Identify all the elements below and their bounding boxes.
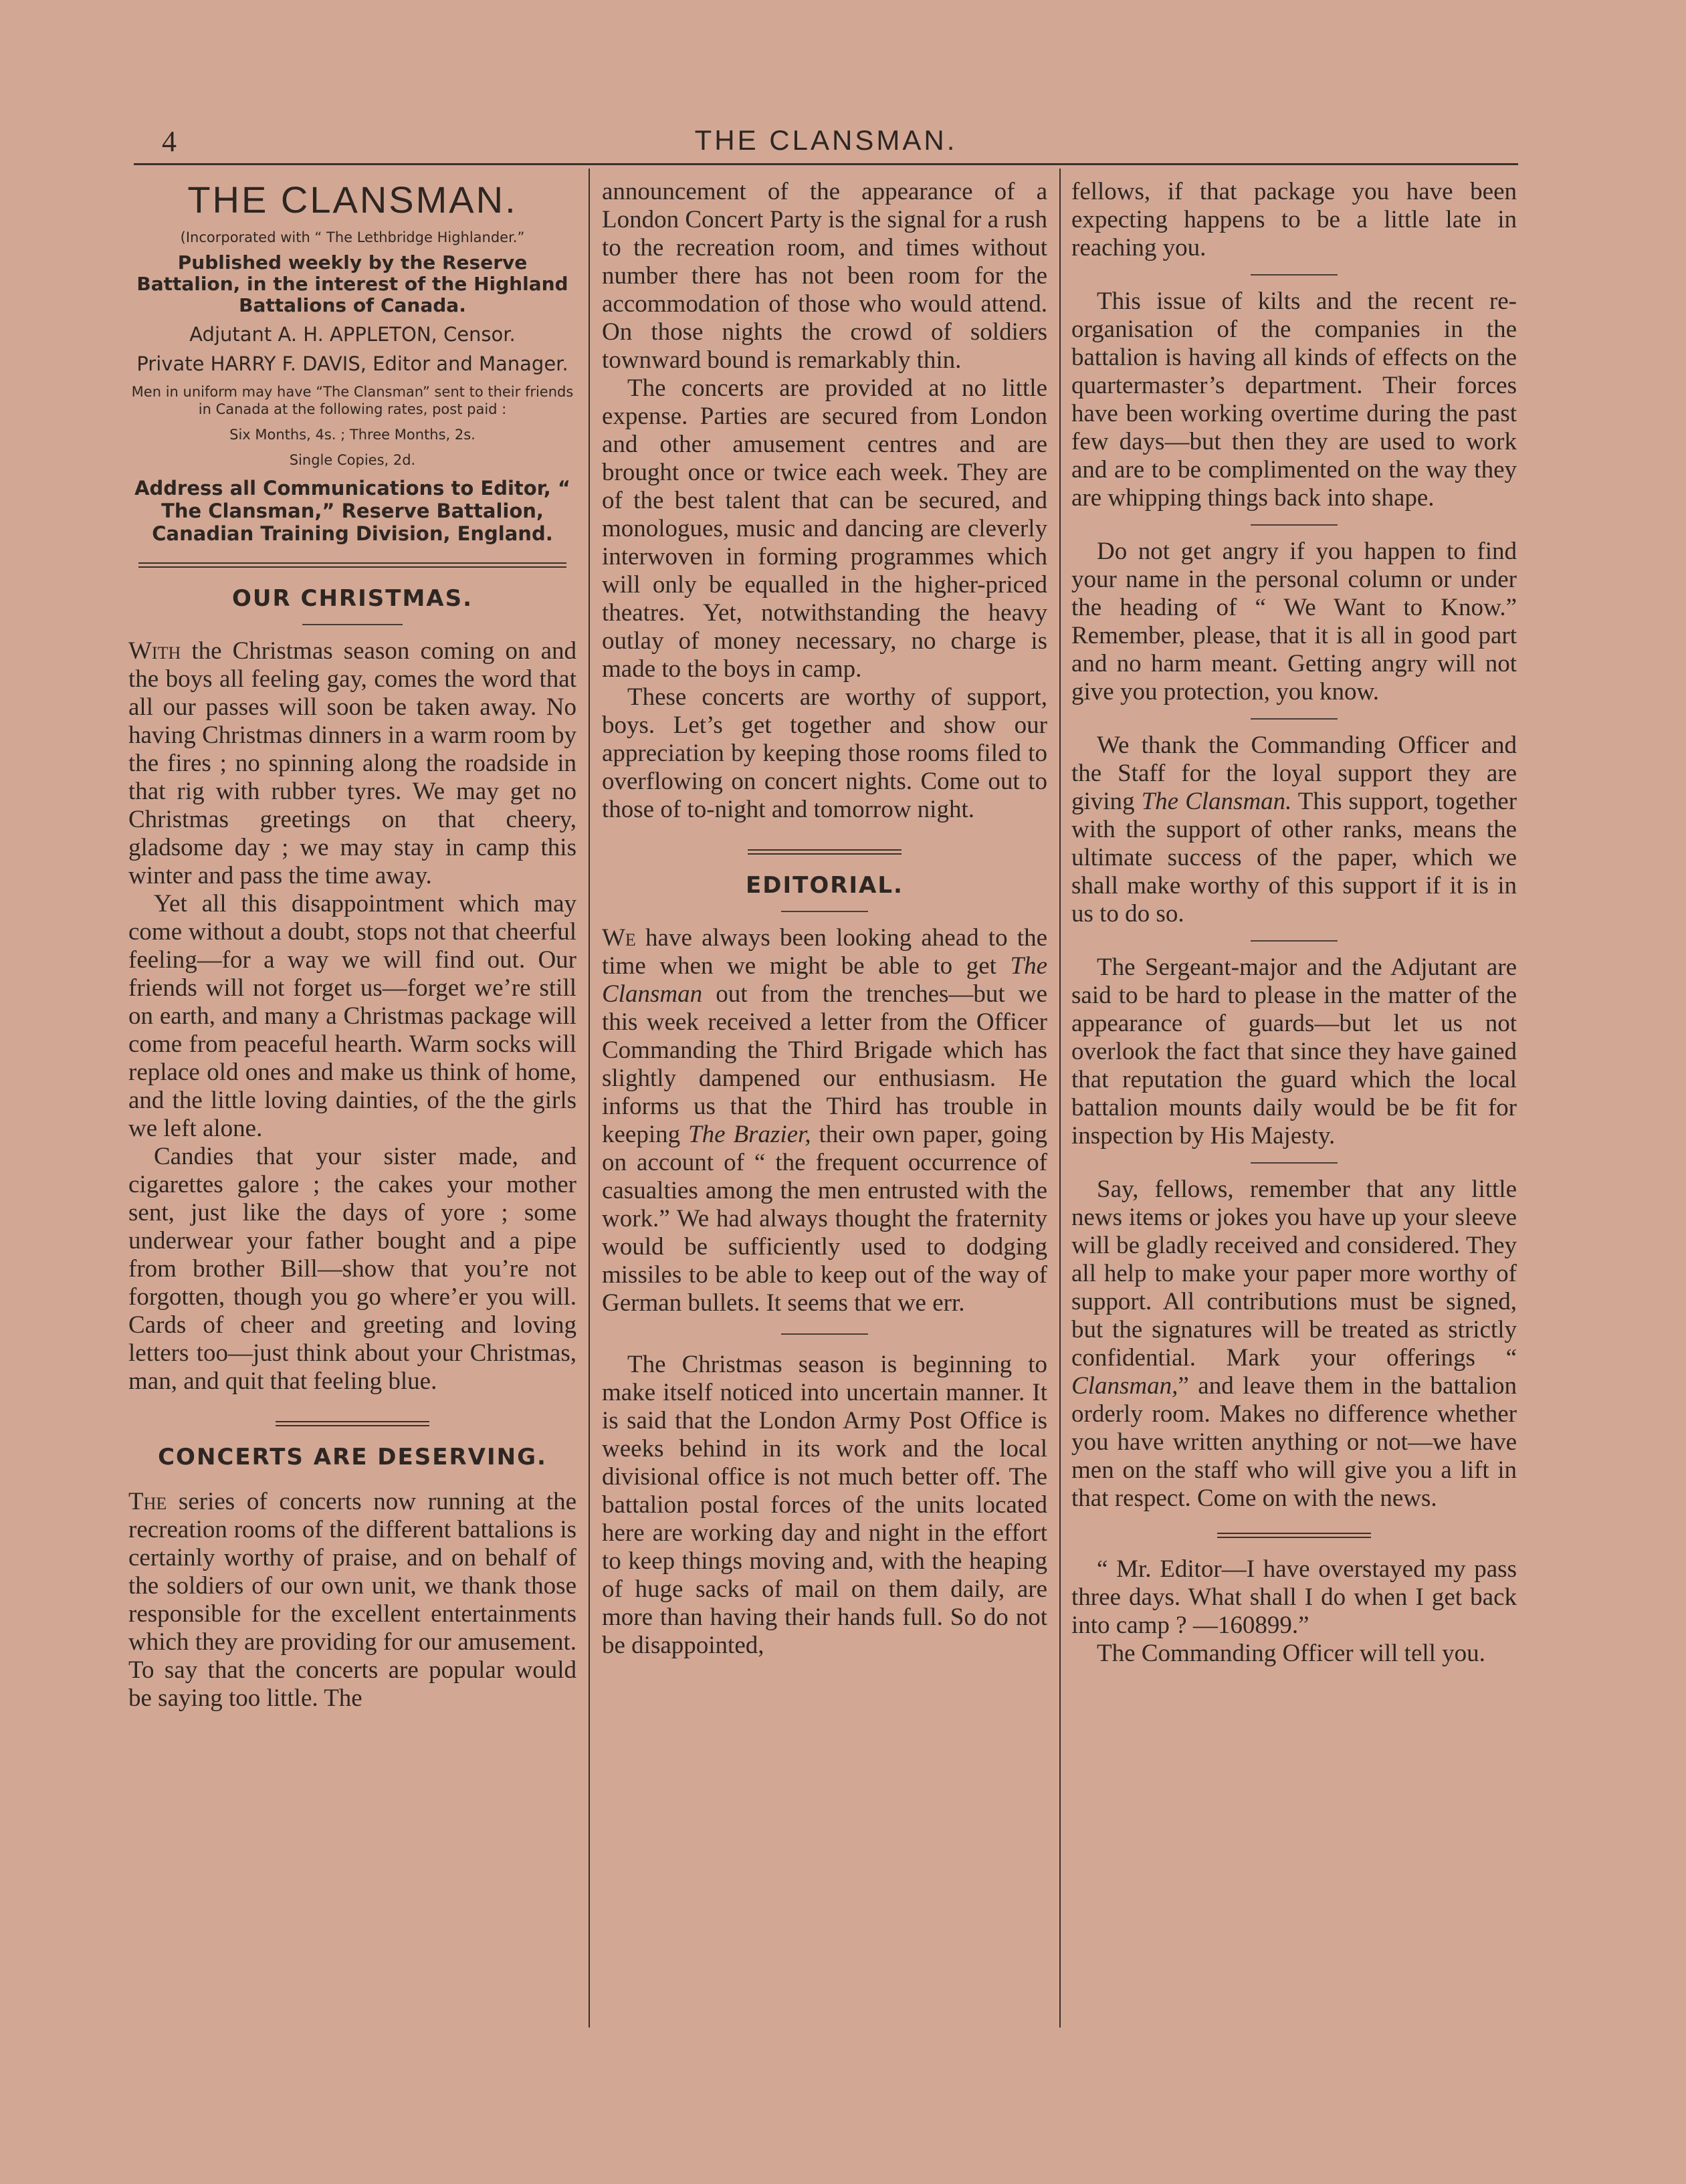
dropword: We xyxy=(602,924,636,952)
editorial-paragraph-4: Do not get angry if you happen to find your name in the personal column or under the heading of “ We Want to Know.” Remember, please, that it is all in good part and no harm meant. Getting angry will not give you protection, you know. xyxy=(1071,538,1517,705)
masthead-editor: Private HARRY F. DAVIS, Editor and Manager. xyxy=(136,352,568,375)
editorial-reply: The Commanding Officer will tell you. xyxy=(1097,1640,1485,1667)
editorial-letter: “ Mr. Editor—I have overstayed my pass three days. What shall I do when I get back into camp ? —160899.” xyxy=(1071,1555,1517,1639)
running-header xyxy=(134,124,1518,167)
editorial-paragraph-1: We have always been looking ahead to the time when we might be able to get The Clansman out from the trenches—but we this week received a letter from the Officer Commanding the Third Brigade which has slightly dampened our enthusiasm. He informs us that the Third has trouble in keeping The Brazier, their own paper, going on account of “ the frequent occurrence of casualties among the men entrusted with the work.” We had always thought the fraternity would be sufficiently used to dodging missiles to be able to keep out of the way of German bullets. It seems that we err. xyxy=(602,924,1047,1317)
short-rule xyxy=(1251,940,1338,942)
concerts-paragraph-2: The concerts are provided at no little expense. Parties are secured from London and other amusement centres and are brought once or twice each week. They are of the best talent that can be secured, and monologues, music and dancing are cleverly interwoven in forming programmes which will only be equalled in the higher-priced theatres. Yet, notwithstanding the heavy outlay of money necessary, no charge is made to the boys in camp. xyxy=(602,374,1047,683)
masthead-title: THE CLANSMAN. xyxy=(187,179,518,221)
short-rule xyxy=(781,1333,868,1335)
concerts-heading: CONCERTS ARE DESERVING. xyxy=(158,1444,547,1470)
editorial-paragraph-3: This issue of kilts and the recent re-organisation of the companies in the battalion is having all kinds of effects on the quartermaster’s department. Their forces have been working overtime during the past few days—but then they are used to work and are to be complimented on the way they are whipping things back into shape. xyxy=(1071,288,1517,512)
editorial-paragraph-2: The Christmas season is beginning to make itself noticed into uncertain manner. It is said that the London Army Post Office is weeks behind in its work and the local divisional office is not much better off. The battalion postal forces of the units located here are working day and night in the effort to keep things moving and, with the heaping of huge sacks of mail on them daily, are more than having their hands full. So do not be disappointed, xyxy=(602,1351,1047,1659)
double-rule xyxy=(1217,1533,1371,1538)
short-rule xyxy=(1251,1162,1338,1164)
short-rule xyxy=(781,911,868,912)
short-rule xyxy=(1251,718,1338,720)
masthead-incorporated: (Incorporated with “ The Lethbridge Highlander.” xyxy=(180,229,525,245)
dropword: The xyxy=(128,1488,167,1515)
christmas-paragraph-2: Yet all this disappointment which may come without a doubt, stops not that cheerful feeling—for a way we will find out. Our friends will not forget us—forget we’re still on earth, and many a Christmas package will come from peaceful hearth. Warm socks will replace old ones and make us think of home, and the little loving dainties, of the the girls we left alone. xyxy=(128,890,576,1142)
column-1 xyxy=(128,178,576,1713)
page-number: 4 xyxy=(162,125,177,158)
christmas-paragraph-1: With the Christmas season coming on and the boys all feeling gay, comes the word that all our passes will soon be taken away. No having Christmas dinners in a warm room by the fires ; no spinning along the roadside in that rig with rubber tyres. We may get no Christmas greetings on that cheery, gladsome day ; we may stay in camp this winter and pass the time away. xyxy=(128,637,576,889)
masthead-rates-intro: Men in uniform may have “The Clansman” sent to their friends in Canada at the following rates, post paid : xyxy=(131,384,574,417)
column-rule-1 xyxy=(589,169,590,2028)
short-rule xyxy=(1251,524,1338,526)
christmas-paragraph-3: Candies that your sister made, and cigarettes galore ; the cakes your mother sent, just like the days of yore ; some underwear your father bought and a pipe from brother Bill—show that you’re not forgotten, though you go where’er you will. Cards of cheer and greeting and loving letters too—just think about your Christmas, man, and quit that feeling blue. xyxy=(128,1143,576,1395)
concerts-paragraph-1-continued: announcement of the appearance of a London Concert Party is the signal for a rush to the recreation room, and times without number there has not been room for the accommodation of those who would attend. On those nights the crowd of soldiers townward bound is remarkably thin. xyxy=(602,178,1047,374)
masthead-single: Single Copies, 2d. xyxy=(289,452,416,468)
masthead-rates: Six Months, 4s. ; Three Months, 2s. xyxy=(229,427,476,443)
double-rule xyxy=(276,1421,429,1426)
editorial-paragraph-6: The Sergeant-major and the Adjutant are said to be hard to please in the matter of the appearance of guards—but let us not overlook the fact that since they have gained that reputation the guard which the local battalion mounts daily would be be fit for inspection by His Majesty. xyxy=(1071,954,1517,1150)
christmas-heading: OUR CHRISTMAS. xyxy=(232,585,473,612)
masthead-address: Address all Communications to Editor, “ The Clansman,” Reserve Battalion, Canadian Training Division, England. xyxy=(134,477,570,545)
column-rule-2 xyxy=(1059,169,1061,2028)
masthead xyxy=(128,178,576,545)
running-title: THE CLANSMAN. xyxy=(694,124,958,156)
masthead-published: Published weekly by the Reserve Battalion, in the interest of the Highland Battalions of Canada. xyxy=(136,251,568,316)
concerts-paragraph-1: The series of concerts now running at the recreation rooms of the different battalions is certainly worthy of praise, and on behalf of the soldiers of our own unit, we thank those responsible for the excellent entertainments which they are providing for our amusement. To say that the concerts are popular would be saying too little. The xyxy=(128,1488,576,1712)
concerts-paragraph-3: These concerts are worthy of support, boys. Let’s get together and show our appreciation by keeping those rooms filed to overflowing on concert nights. Come out to those of to-night and tomorrow night. xyxy=(602,683,1047,823)
short-rule xyxy=(1251,274,1338,276)
double-rule xyxy=(138,562,566,568)
editorial-paragraph-2-continued: fellows, if that package you have been expecting happens to be a little late in reaching you. xyxy=(1071,178,1517,261)
dropword: With xyxy=(128,637,181,665)
masthead-censor: Adjutant A. H. APPLETON, Censor. xyxy=(189,323,516,346)
header-rule xyxy=(134,163,1518,165)
short-rule xyxy=(302,624,403,625)
column-2 xyxy=(602,178,1047,1660)
double-rule xyxy=(748,849,902,855)
editorial-heading: EDITORIAL. xyxy=(746,872,904,899)
editorial-paragraph-5: We thank the Commanding Officer and the Staff for the loyal support they are giving The Clansman. This support, together with the support of other ranks, means the ultimate success of the paper, which we shall make worthy of this support if it is in us to do so. xyxy=(1071,732,1517,927)
column-3 xyxy=(1071,178,1517,1668)
editorial-paragraph-7: Say, fellows, remember that any little news items or jokes you have up your sleeve will be gladly received and considered. They all help to make your paper more worthy of support. All contributions must be signed, but the signatures will be treated as strictly confidential. Mark your offerings “ Clansman,” and leave them in the battalion orderly room. Makes no difference whether you have written anything or not—we have men on the staff who will give you a lift in that respect. Come on with the news. xyxy=(1071,1176,1517,1512)
